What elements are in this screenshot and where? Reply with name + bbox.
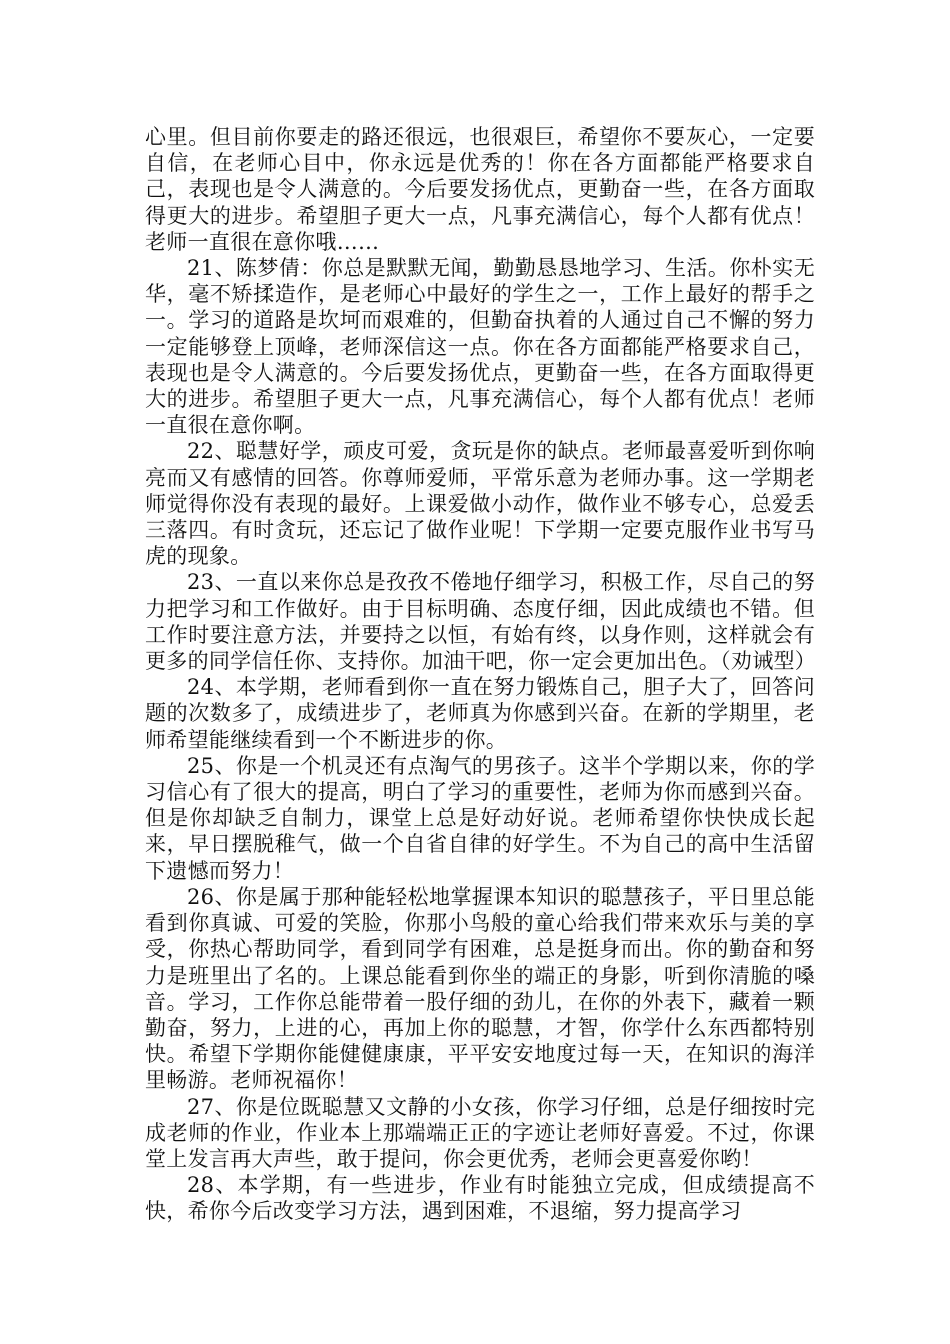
paragraph-continuation: 心里。但目前你要走的路还很远，也很艰巨，希望你不要灰心，一定要自信，在老师心目中，你永远是优秀的！你在各方面都能严格要求自己，表现也是令人满意的。今后要发扬优点，更勤奋一些，在各方面取得更大的进步。希望胆子更大一点，凡事充满信心，每个人都有优点！老师一直很在意你哦…… [145, 125, 815, 254]
paragraph-comment-25: 25、你是一个机灵还有点淘气的男孩子。这半个学期以来，你的学习信心有了很大的提高，明白了学习的重要性，老师为你而感到兴奋。但是你却缺乏自制力，课堂上总是好动好说。老师希望你快快成长起来，早日摆脱稚气，做一个自省自律的好学生。不为自己的高中生活留下遗憾而努力！ [145, 753, 815, 883]
paragraph-comment-24: 24、本学期，老师看到你一直在努力锻炼自己，胆子大了，回答问题的次数多了，成绩进步了，老师真为你感到兴奋。在新的学期里，老师希望能继续看到一个不断进步的你。 [145, 675, 815, 752]
paragraph-comment-21: 21、陈梦倩：你总是默默无闻，勤勤恳恳地学习、生活。你朴实无华，毫不矫揉造作，是老师心中最好的学生之一，工作上最好的帮手之一。学习的道路是坎坷而艰难的，但勤奋执着的人通过自己不懈的努力一定能够登上顶峰，老师深信这一点。你在各方面都能严格要求自己，表现也是令人满意的。今后要发扬优点，更勤奋一些，在各方面取得更大的进步。希望胆子更大一点，凡事充满信心，每个人都有优点！老师一直很在意你啊。 [145, 256, 815, 438]
document-body [145, 124, 815, 1225]
paragraph-comment-23: 23、一直以来你总是孜孜不倦地仔细学习，积极工作，尽自己的努力把学习和工作做好。由于目标明确、态度仔细，因此成绩也不错。但工作时要注意方法，并要持之以恒，有始有终，以身作则，这样就会有更多的同学信任你、支持你。加油干吧，你一定会更加出色。（劝诫型） [145, 570, 817, 674]
paragraph-comment-28: 28、本学期，有一些进步，作业有时能独立完成，但成绩提高不快，希你今后改变学习方法，遇到困难，不退缩，努力提高学习 [145, 1173, 815, 1224]
paragraph-comment-22: 22、聪慧好学，顽皮可爱，贪玩是你的缺点。老师最喜爱听到你响亮而又有感情的回答。你尊师爱师，平常乐意为老师办事。这一学期老师觉得你没有表现的最好。上课爱做小动作，做作业不够专心，总爱丢三落四。有时贪玩，还忘记了做作业呢！下学期一定要克服作业书写马虎的现象。 [145, 439, 815, 569]
paragraph-comment-27: 27、你是位既聪慧又文静的小女孩，你学习仔细，总是仔细按时完成老师的作业，作业本上那端端正正的字迹让老师好喜爱。不过，你课堂上发言再大声些，敢于提问，你会更优秀，老师会更喜爱你哟！ [145, 1094, 815, 1171]
paragraph-comment-26: 26、你是属于那种能轻松地掌握课本知识的聪慧孩子，平日里总能看到你真诚、可爱的笑脸，你那小鸟般的童心给我们带来欢乐与美的享受，你热心帮助同学，看到同学有困难，总是挺身而出。你的勤奋和努力是班里出了名的。上课总能看到你坐的端正的身影，听到你清脆的嗓音。学习，工作你总能带着一股仔细的劲儿，在你的外表下，藏着一颗勤奋，努力，上进的心，再加上你的聪慧，才智，你学什么东西都特别快。希望下学期你能健健康康，平平安安地度过每一天，在知识的海洋里畅游。老师祝福你！ [145, 884, 815, 1093]
